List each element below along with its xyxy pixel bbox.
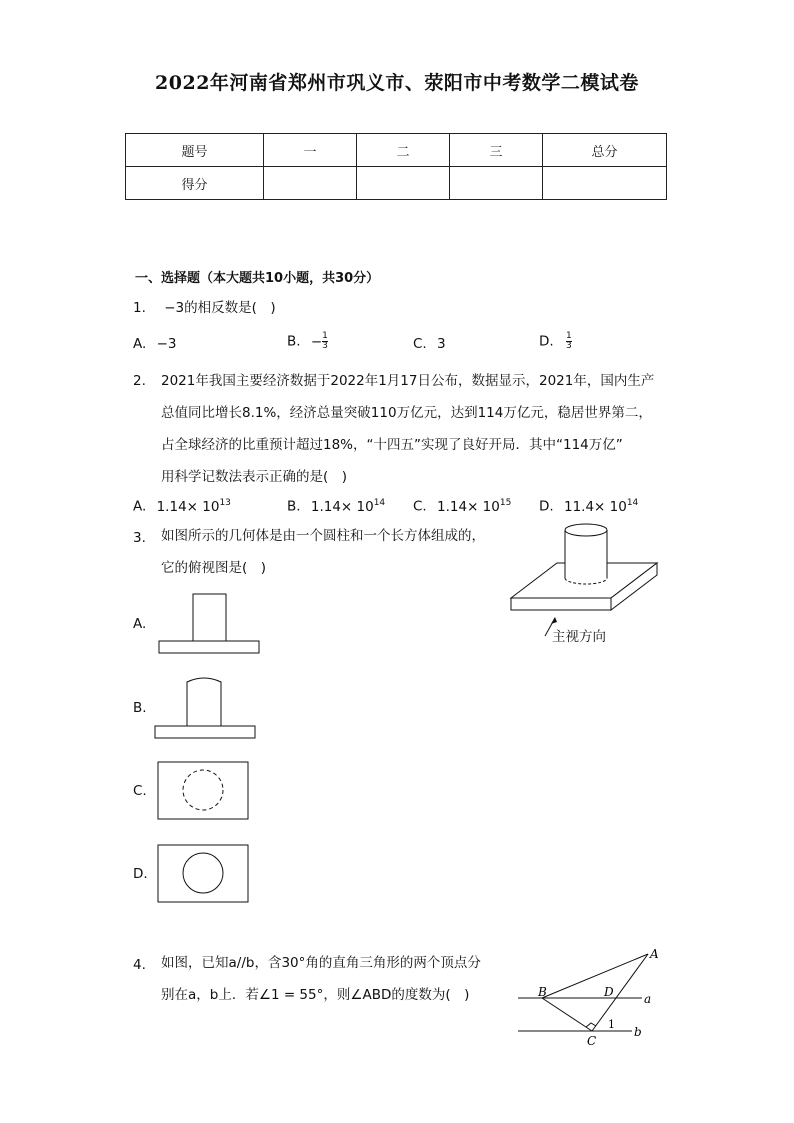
label-angle-1: 1: [608, 1018, 615, 1031]
score-cell: [450, 167, 543, 200]
score-table: [125, 133, 667, 200]
score-header-cell: 二: [357, 134, 450, 167]
option-label: A.: [133, 336, 147, 352]
q2-option-b[interactable]: [287, 498, 385, 515]
option-label: B.: [287, 333, 301, 350]
score-table-header-row: [126, 134, 667, 167]
label-b: b: [634, 1025, 642, 1039]
q1-option-d[interactable]: [539, 332, 572, 351]
question-3: [161, 520, 521, 584]
question-text-line: 别在a，b上．若∠1 = 55°，则∠ABD的度数为( ): [161, 987, 470, 1003]
label-A: A: [650, 947, 659, 961]
question-text-line: 占全球经济的比重预计超过18%，“十四五”实现了良好开局．其中“114万亿”: [161, 437, 623, 453]
score-row-label: 得分: [126, 167, 264, 200]
q3-option-b-label[interactable]: B.: [133, 700, 147, 716]
q3-option-c-figure[interactable]: [156, 760, 252, 822]
option-value: −3: [156, 336, 177, 352]
score-header-cell: 总分: [543, 134, 667, 167]
question-4: [161, 947, 506, 1011]
question-text-line: 它的俯视图是( ): [161, 560, 267, 576]
label-D: D: [604, 985, 614, 999]
q1-option-a[interactable]: [133, 336, 177, 352]
q2-option-d[interactable]: [539, 498, 638, 515]
question-text-line: 用科学记数法表示正确的是( ): [161, 469, 348, 485]
fraction-numerator: 1: [322, 331, 328, 341]
option-label: C.: [413, 498, 427, 515]
parallel-lines-figure: [512, 944, 672, 1050]
q2-option-a[interactable]: [133, 498, 231, 515]
option-label: A.: [133, 498, 147, 515]
q3-option-a-label[interactable]: A.: [133, 616, 147, 632]
option-label: D.: [539, 498, 554, 515]
question-text-line: 2021年我国主要经济数据于2022年1月17日公布，数据显示，2021年，国内生产: [161, 373, 655, 389]
option-base: 1.14× 10: [156, 498, 220, 515]
score-header-cell: 三: [450, 134, 543, 167]
q2-option-c[interactable]: [413, 498, 511, 515]
option-base: 11.4× 10: [563, 498, 627, 515]
score-table-row: [126, 167, 667, 200]
option-base: 1.14× 10: [437, 498, 500, 515]
option-exponent: 13: [219, 498, 231, 508]
view-direction-label: 主视方向: [552, 629, 606, 645]
fraction: [322, 332, 328, 351]
option-base: 1.14× 10: [310, 498, 374, 515]
option-label: B.: [287, 498, 301, 515]
question-text-line: 如图所示的几何体是由一个圆柱和一个长方体组成的，: [161, 528, 485, 544]
page-title: 2022年河南省郑州市巩义市、荥阳市中考数学二模试卷: [155, 72, 639, 94]
q3-option-d-figure[interactable]: [156, 843, 252, 905]
label-a: a: [644, 992, 652, 1006]
label-B: B: [538, 985, 547, 999]
score-cell: [543, 167, 667, 200]
question-1: [133, 292, 276, 324]
question-2-number: 2.: [133, 373, 146, 389]
q3-option-c-label[interactable]: C.: [133, 783, 147, 799]
q3-option-d-label[interactable]: D.: [133, 866, 148, 882]
option-value: 3: [437, 336, 446, 352]
question-text-line: 如图，已知a//b，含30°角的直角三角形的两个顶点分: [161, 955, 481, 971]
score-cell: [357, 167, 450, 200]
question-3-number: 3.: [133, 530, 146, 546]
option-exponent: 14: [373, 498, 386, 508]
score-cell: [264, 167, 357, 200]
question-text: −3的相反数是( ): [164, 300, 276, 316]
question-4-number: 4.: [133, 957, 146, 973]
fraction-numerator: 1: [565, 331, 572, 341]
option-exponent: 15: [499, 498, 512, 508]
q1-option-c[interactable]: [413, 336, 446, 352]
section-heading: 一、选择题（本大题共10小题，共30分）: [135, 271, 380, 286]
option-sign: −: [310, 333, 323, 350]
fraction: [566, 332, 572, 351]
fraction-denominator: 3: [565, 341, 572, 351]
option-label: D.: [539, 333, 554, 350]
question-text-line: 总值同比增长8.1%，经济总量突破110万亿元，达到114万亿元，稳居世界第二，: [161, 405, 652, 421]
option-exponent: 14: [626, 498, 639, 508]
q3-option-b-figure[interactable]: [152, 674, 262, 742]
fraction-denominator: 3: [322, 341, 328, 351]
score-header-cell: 题号: [126, 134, 264, 167]
question-2: [161, 365, 671, 493]
q3-option-a-figure[interactable]: [155, 592, 265, 656]
option-label: C.: [413, 336, 427, 352]
score-header-cell: 一: [264, 134, 357, 167]
question-number: 1.: [133, 300, 146, 316]
label-C: C: [587, 1034, 597, 1048]
q1-option-b[interactable]: [287, 332, 328, 351]
